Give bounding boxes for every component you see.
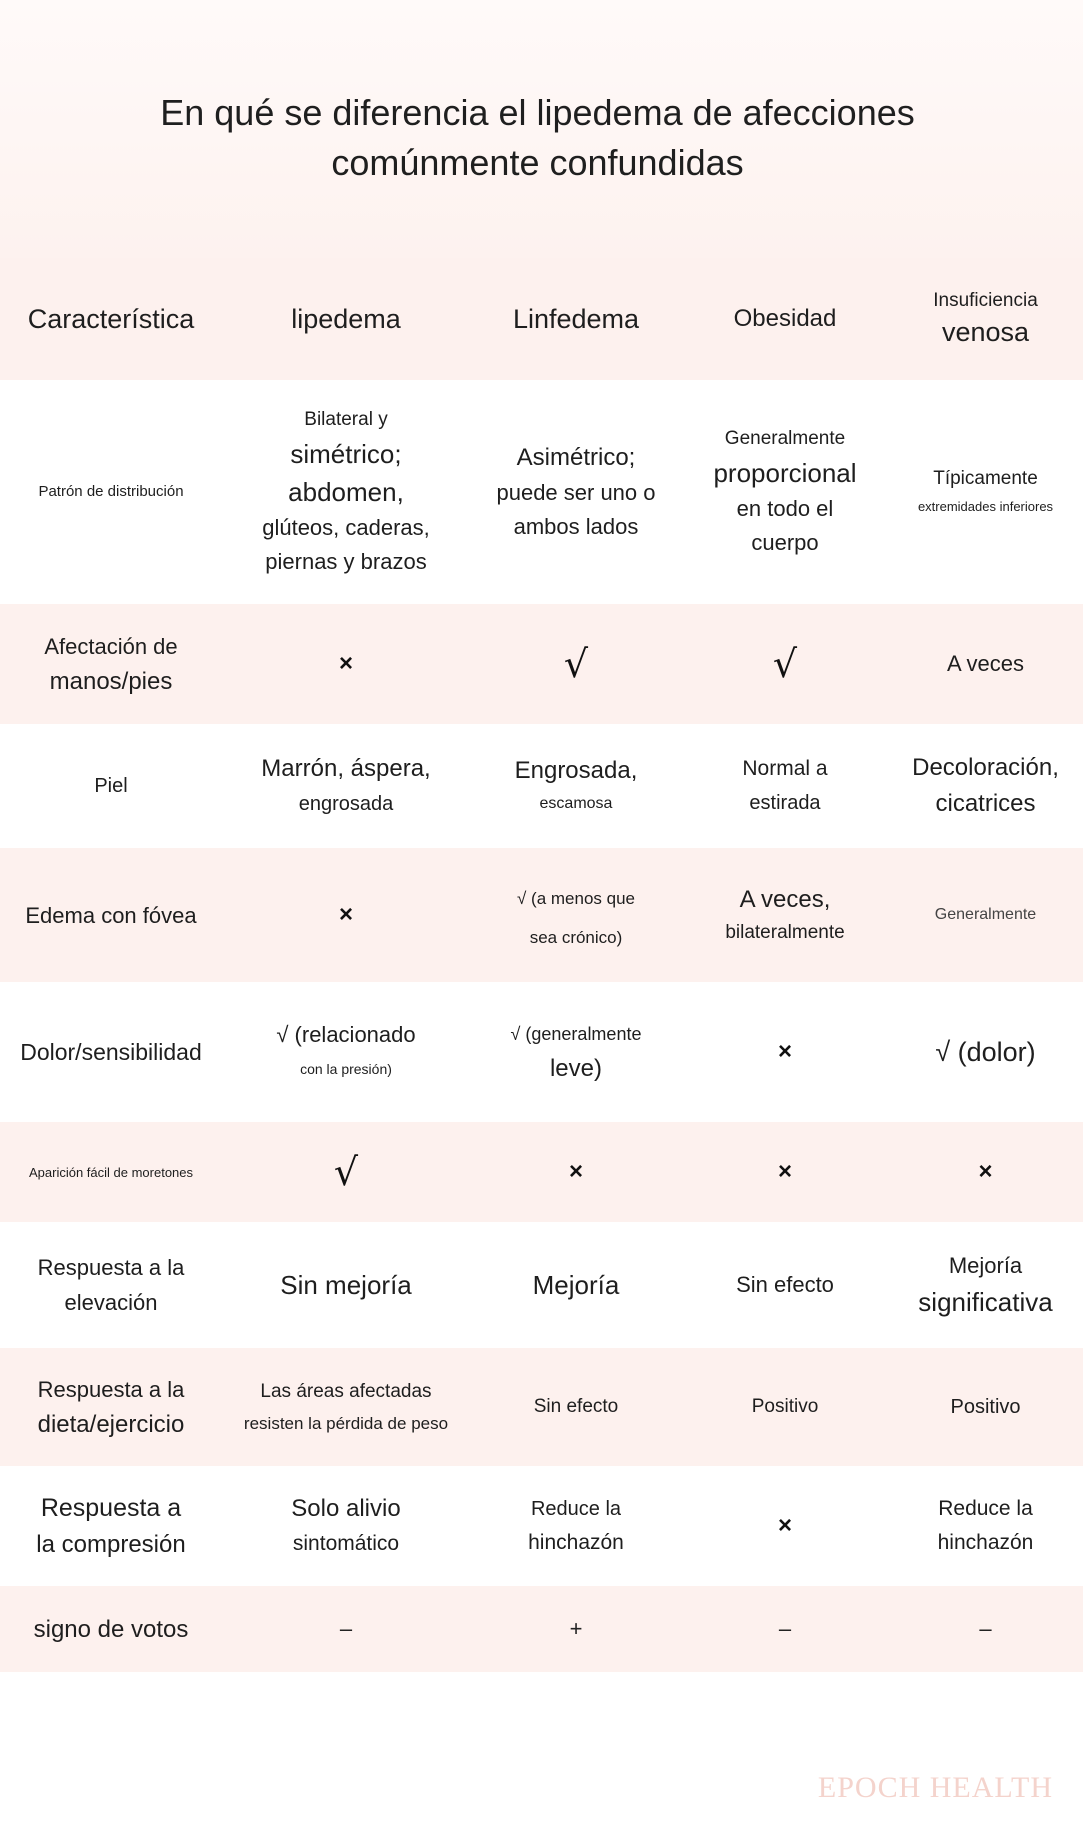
cell-text: con la presión) (300, 1061, 392, 1077)
cell-insuficiencia-dolor: √ (dolor) (935, 1037, 1036, 1067)
header-insuficiencia-venosa (888, 288, 1083, 350)
table-row-dieta (0, 1348, 1083, 1466)
check-icon: √ (772, 642, 798, 686)
header-obesidad: Obesidad (733, 305, 837, 332)
row-label-distribucion: Patrón de distribución (38, 483, 184, 500)
row-label-moretones: Aparición fácil de moretones (28, 1164, 194, 1180)
cell-text: Marrón, áspera, (261, 755, 431, 782)
cell-text: Engrosada, (514, 757, 638, 784)
cell-lipedema-dolor (222, 1018, 470, 1086)
cell-text: Mejoría (948, 1253, 1023, 1278)
check-icon: √ (563, 642, 589, 686)
cross-icon: × (777, 1512, 792, 1539)
cell-text: Típicamente (933, 468, 1038, 489)
cell-text: sintomático (292, 1532, 400, 1555)
row-label-edema: Edema con fóvea (25, 902, 197, 928)
cell-text: Solo alivio (291, 1495, 401, 1522)
cell-text: proporcional (713, 458, 857, 488)
cell-insuficiencia-elevacion (888, 1249, 1083, 1321)
cell-text: hinchazón (528, 1531, 624, 1554)
cell-linfedema-piel (470, 753, 682, 819)
table-row-manos-pies (0, 604, 1083, 724)
cell-text: simétrico; (290, 439, 402, 469)
cell-lipedema-compresion (222, 1491, 470, 1561)
comparison-table (0, 258, 1083, 1672)
cell-text: piernas y brazos (265, 549, 427, 574)
cell-obesidad-piel (682, 752, 888, 820)
cell-obesidad-dieta: Positivo (751, 1396, 819, 1417)
row-label-dieta (0, 1372, 222, 1442)
cell-text: en todo el (736, 496, 834, 521)
cross-icon: × (777, 1158, 792, 1185)
cell-text: √ (relacionado (276, 1022, 416, 1047)
header-row (0, 258, 1083, 380)
epoch-health-watermark: EPOCH HEALTH (817, 1771, 1053, 1804)
row-label-compresion (0, 1490, 222, 1562)
table-row-dolor (0, 982, 1083, 1122)
cell-obesidad-distribucion (682, 424, 888, 560)
cell-insuficiencia-piel (888, 750, 1083, 822)
cell-text: glúteos, caderas, (262, 515, 430, 540)
cell-text: Asimétrico; (516, 444, 636, 471)
row-label-elevacion (0, 1250, 222, 1320)
cell-lipedema-distribucion (222, 405, 470, 579)
minus-sign: – (979, 1616, 992, 1641)
page-title: En qué se diferencia el lipedema de afecciones comúnmente confundidas (160, 92, 915, 183)
cell-text: puede ser uno o (496, 480, 656, 505)
cell-linfedema-edema (470, 876, 682, 954)
cell-text: abdomen, (288, 477, 404, 507)
cell-linfedema-compresion (470, 1492, 682, 1560)
cell-text: extremidades inferiores (917, 499, 1054, 514)
check-icon: √ (333, 1150, 359, 1194)
table-row-piel (0, 724, 1083, 848)
cell-text: escamosa (539, 795, 613, 812)
cell-text: ambos lados (513, 514, 639, 539)
cell-text: leve) (549, 1055, 602, 1082)
cell-text: sea crónico) (529, 928, 623, 947)
table-row-moretones (0, 1122, 1083, 1222)
plus-sign: + (569, 1616, 583, 1641)
cell-text: estirada (749, 792, 821, 814)
cell-text: Las áreas afectadas (260, 1381, 432, 1402)
cell-text: A veces, (739, 886, 831, 913)
table-row-edema (0, 848, 1083, 982)
cell-obesidad-elevacion: Sin efecto (736, 1272, 834, 1297)
cell-text: Normal a (742, 757, 828, 780)
minus-sign: – (778, 1616, 792, 1641)
cell-lipedema-dieta (222, 1375, 470, 1439)
row-label-text: Respuesta a la (37, 1377, 185, 1402)
header-insuficiencia-line2: venosa (941, 317, 1030, 347)
cell-insuficiencia-edema: Generalmente (934, 906, 1037, 923)
cell-text: hinchazón (937, 1531, 1034, 1554)
cell-lipedema-elevacion: Sin mejoría (280, 1270, 412, 1300)
row-label-text: manos/pies (49, 668, 173, 695)
cell-linfedema-distribucion (470, 440, 682, 544)
cross-icon: × (978, 1158, 993, 1185)
cell-linfedema-elevacion: Mejoría (532, 1270, 620, 1300)
row-label-text: Afectación de (44, 634, 178, 659)
cell-text: Generalmente (724, 428, 846, 449)
row-label-piel: Piel (94, 774, 128, 797)
row-label-manos-pies (0, 629, 222, 699)
table-row-signo-votos (0, 1586, 1083, 1672)
row-label-text: dieta/ejercicio (37, 1411, 185, 1438)
title-block (0, 0, 1083, 258)
cross-icon: × (338, 901, 353, 928)
header-feature: Característica (27, 303, 195, 334)
cell-insuficiencia-manos-pies: A veces (946, 651, 1025, 676)
cell-linfedema-dieta: Sin efecto (533, 1396, 619, 1417)
row-label-signo-votos: signo de votos (33, 1615, 189, 1643)
table-row-compresion (0, 1466, 1083, 1586)
table-row-elevacion (0, 1222, 1083, 1348)
cell-linfedema-dolor (470, 1017, 682, 1087)
minus-sign: – (339, 1616, 353, 1641)
row-label-text: elevación (64, 1290, 158, 1315)
row-label-text: Respuesta a (40, 1494, 182, 1522)
cell-text: resisten la pérdida de peso (243, 1414, 449, 1433)
cell-text: significativa (918, 1287, 1053, 1317)
header-linfedema: Linfedema (512, 303, 640, 334)
cross-icon: × (777, 1038, 792, 1065)
cross-icon: × (338, 650, 353, 677)
cell-text: cicatrices (935, 790, 1036, 817)
header-lipedema: lipedema (291, 303, 401, 334)
cell-obesidad-edema (682, 882, 888, 948)
cell-text: bilateralmente (725, 922, 845, 943)
cross-icon: × (568, 1158, 583, 1185)
cell-text: cuerpo (751, 530, 819, 555)
row-label-dolor: Dolor/sensibilidad (20, 1038, 202, 1065)
cell-text: Reduce la (938, 1497, 1033, 1520)
row-label-text: Respuesta a la (37, 1255, 185, 1280)
header-insuficiencia-line1: Insuficiencia (933, 290, 1038, 311)
cell-text: Bilateral y (304, 409, 388, 430)
cell-text: Reduce la (530, 1498, 622, 1520)
row-label-text: la compresión (36, 1531, 186, 1558)
cell-insuficiencia-distribucion (888, 464, 1083, 520)
cell-insuficiencia-compresion (888, 1492, 1083, 1560)
cell-insuficiencia-dieta: Positivo (950, 1396, 1021, 1418)
cell-text: √ (generalmente (510, 1024, 642, 1044)
cell-text: √ (a menos que (516, 889, 635, 908)
cell-text: Decoloración, (912, 754, 1059, 781)
cell-text: engrosada (298, 793, 394, 815)
table-row-distribucion (0, 380, 1083, 604)
cell-lipedema-piel (222, 751, 470, 821)
